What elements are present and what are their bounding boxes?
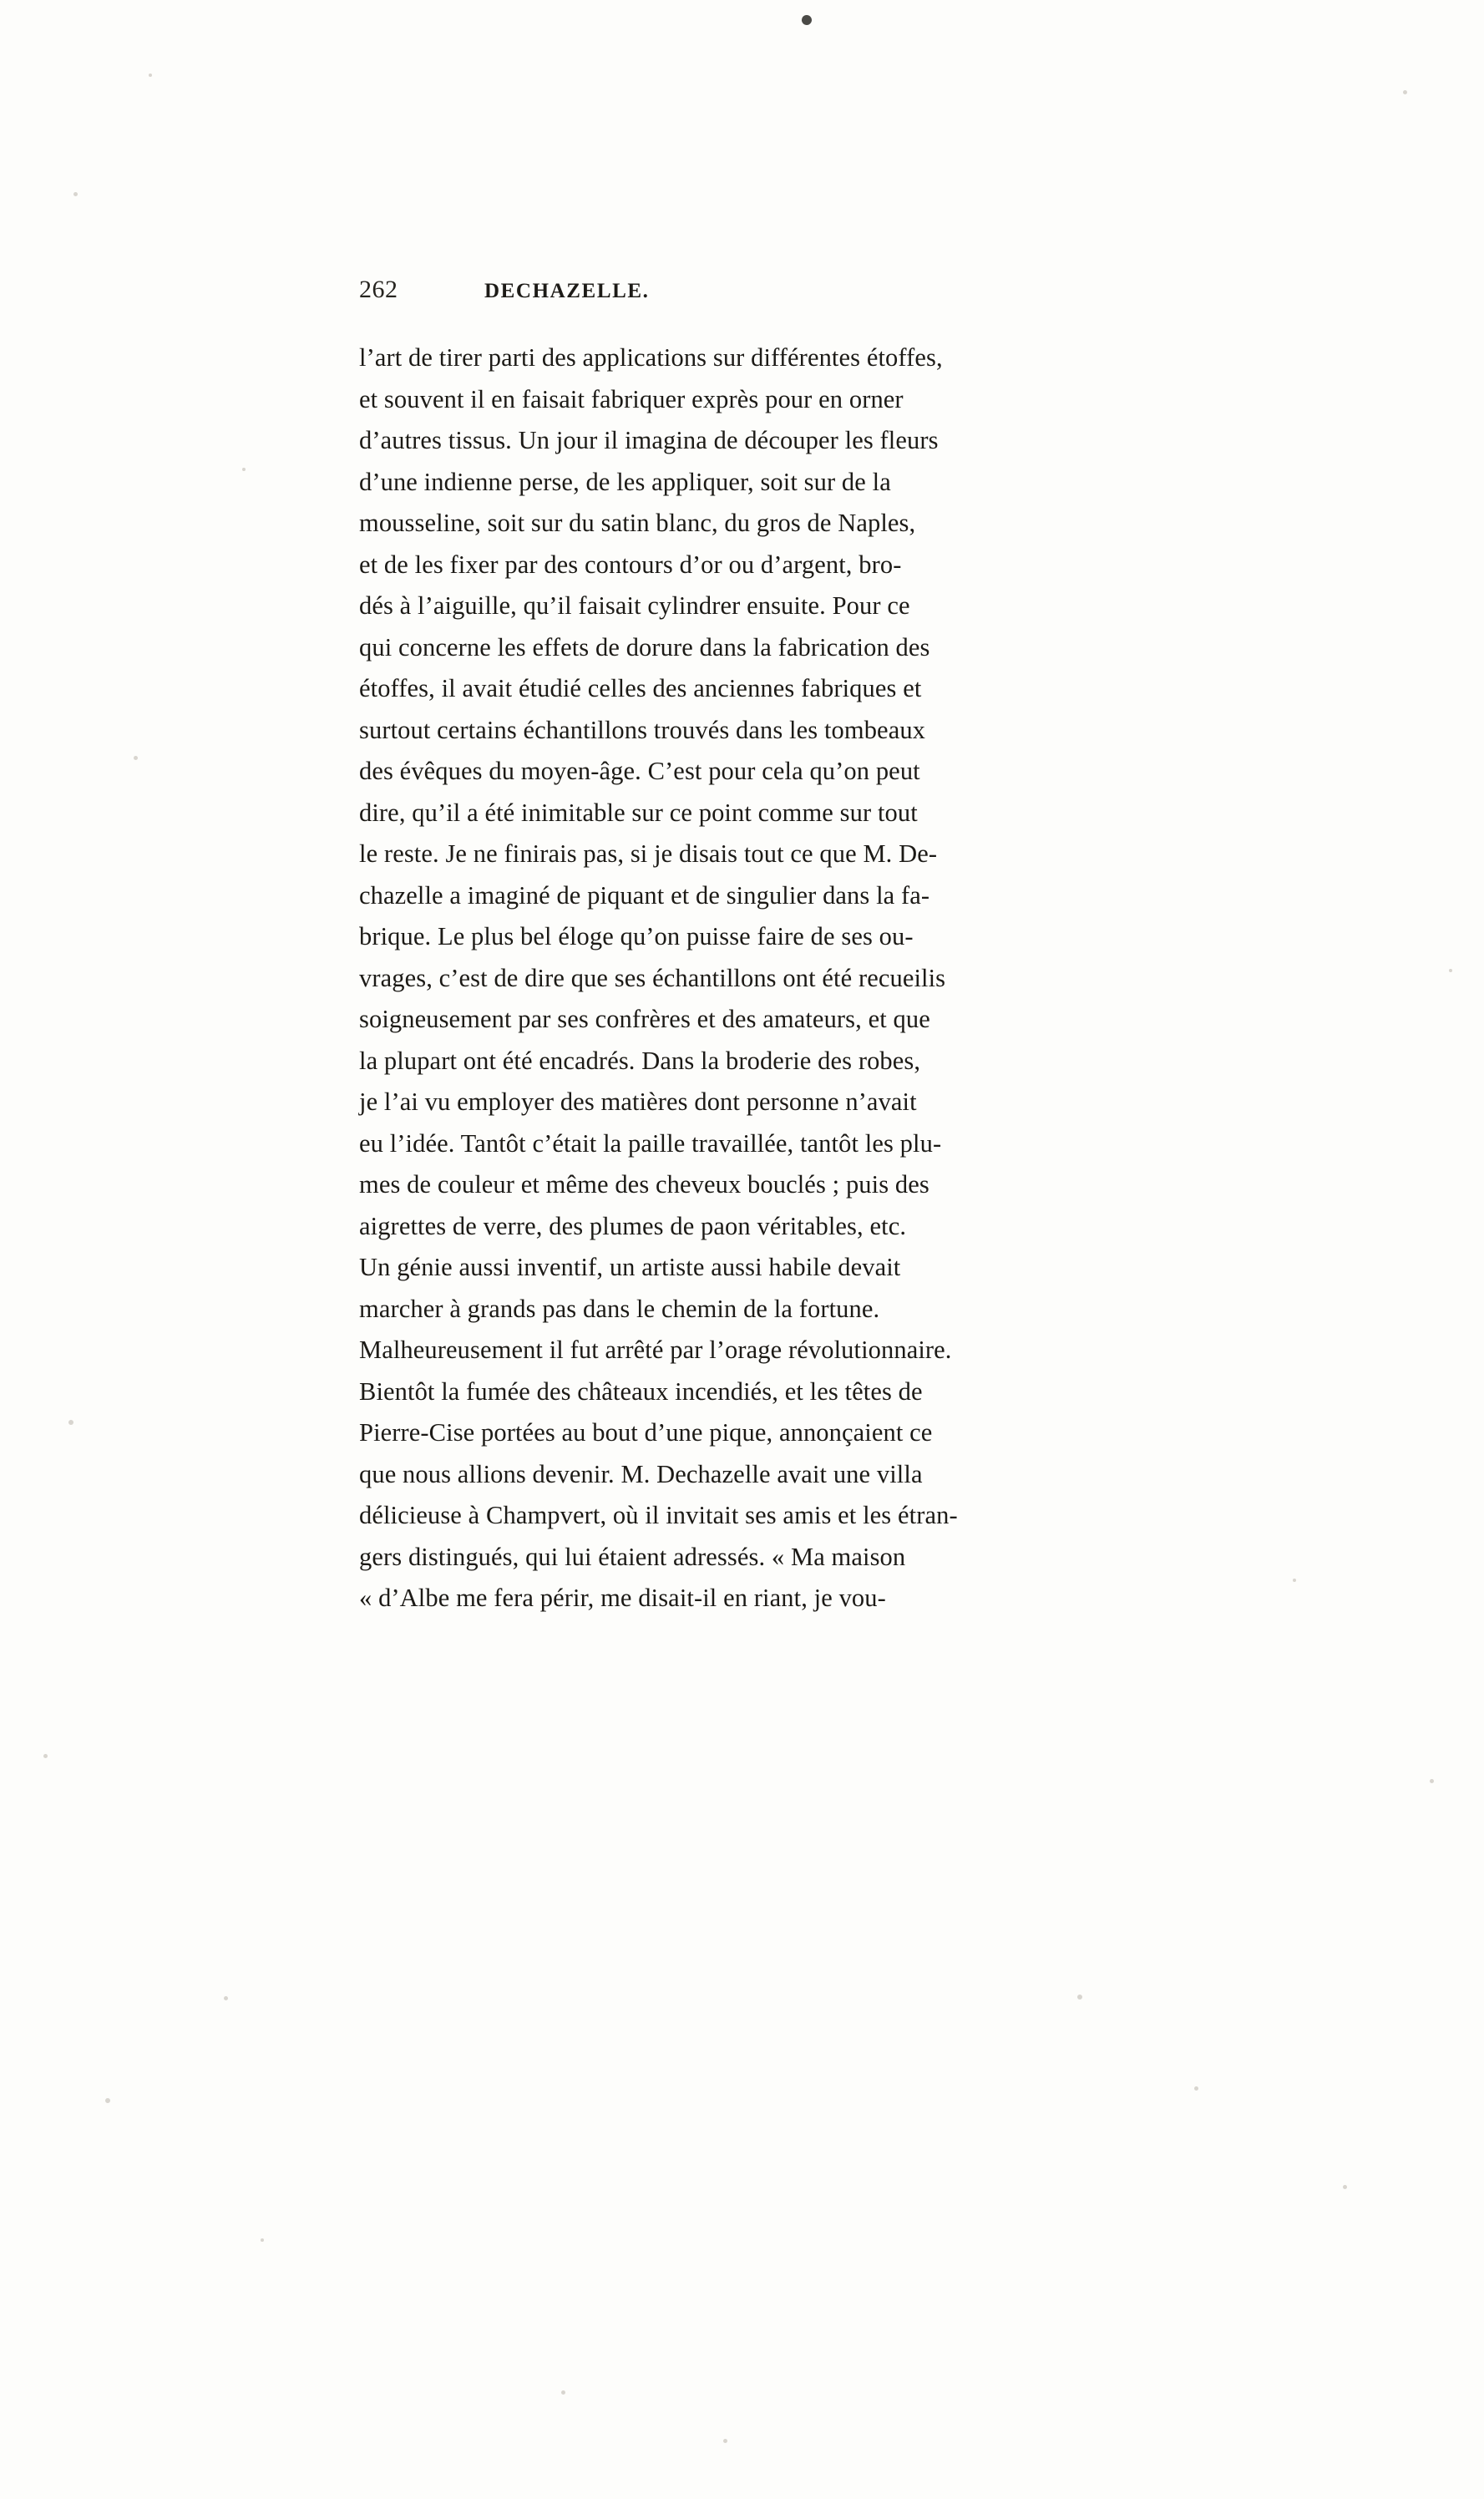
text-line: que nous allions devenir. M. Dechazelle avait une villa <box>359 1459 923 1488</box>
paper-speck <box>68 1420 73 1425</box>
text-line: chazelle a imaginé de piquant et de singulier dans la fa- <box>359 880 930 910</box>
text-line: vrages, c’est de dire que ses échantillons ont été recueilis <box>359 963 946 992</box>
text-line: Malheureusement il fut arrêté par l’orage révolutionnaire. <box>359 1336 952 1364</box>
text-line: et souvent il en faisait fabriquer exprès pour en orner <box>359 384 904 413</box>
page-header <box>359 276 1269 309</box>
paper-speck <box>1293 1579 1296 1582</box>
text-line: mousseline, soit sur du satin blanc, du gros de Naples, <box>359 509 916 537</box>
paper-speck <box>105 2098 110 2103</box>
text-line: d’autres tissus. Un jour il imagina de découper les fleurs <box>359 426 939 454</box>
paper-speck <box>73 192 78 196</box>
text-line: soigneusement par ses confrères et des amateurs, et que <box>359 1005 930 1033</box>
paper-speck <box>149 74 152 77</box>
text-line: gers distingués, qui lui étaient adressés. « Ma maison <box>359 1542 906 1571</box>
text-line: et de les fixer par des contours d’or ou d’argent, bro- <box>359 550 902 579</box>
text-line: Bientôt la fumée des châteaux incendiés, et les têtes de <box>359 1376 923 1406</box>
ink-speck-icon <box>800 13 813 26</box>
text-line: marcher à grands pas dans le chemin de la fortune. <box>359 1294 880 1323</box>
paper-speck <box>1449 969 1452 972</box>
paper-speck <box>561 2390 565 2395</box>
text-line: des évêques du moyen-âge. C’est pour cela qu’on peut <box>359 757 920 785</box>
text-line: mes de couleur et même des cheveux bouclés ; puis des <box>359 1170 929 1199</box>
text-column <box>359 276 1269 1620</box>
paper-speck <box>224 1996 228 2000</box>
paper-speck <box>242 468 246 471</box>
body-paragraph <box>359 337 1269 1620</box>
text-line: la plupart ont été encadrés. Dans la broderie des robes, <box>359 1046 921 1075</box>
paper-speck <box>1343 2185 1347 2189</box>
text-line: brique. Le plus bel éloge qu’on puisse faire de ses ou- <box>359 922 914 950</box>
paper-speck <box>1077 1995 1082 2000</box>
text-line: aigrettes de verre, des plumes de paon véritables, etc. <box>359 1211 907 1240</box>
text-line: dire, qu’il a été inimitable sur ce point comme sur tout <box>359 798 918 827</box>
paper-speck <box>1403 90 1407 94</box>
text-line: le reste. Je ne finirais pas, si je disais tout ce que M. De- <box>359 839 938 868</box>
text-line: surtout certains échantillons trouvés dans les tombeaux <box>359 715 926 744</box>
text-line: « d’Albe me fera périr, me disait-il en riant, je vou- <box>359 1584 886 1612</box>
text-line: Pierre-Cise portées au bout d’une pique, annonçaient ce <box>359 1418 933 1447</box>
paper-speck <box>1194 2086 1198 2091</box>
text-line: délicieuse à Champvert, où il invitait ses amis et les étran- <box>359 1501 958 1529</box>
text-line: qui concerne les effets de dorure dans la fabrication des <box>359 632 930 662</box>
text-line: d’une indienne perse, de les appliquer, soit sur de la <box>359 467 891 496</box>
text-line: eu l’idée. Tantôt c’était la paille travaillée, tantôt les plu- <box>359 1128 942 1158</box>
text-line: étoffes, il avait étudié celles des anciennes fabriques et <box>359 674 922 702</box>
text-line: Un génie aussi inventif, un artiste aussi habile devait <box>359 1253 901 1281</box>
text-line: dés à l’aiguille, qu’il faisait cylindrer ensuite. Pour ce <box>359 591 910 620</box>
text-line: l’art de tirer parti des applications sur différentes étoffes, <box>359 343 943 372</box>
paper-speck <box>1430 1779 1434 1783</box>
page-number: 262 <box>359 276 398 303</box>
paragraph-lines <box>359 337 1269 1620</box>
text-line: je l’ai vu employer des matières dont personne n’avait <box>359 1087 917 1116</box>
running-head: DECHAZELLE. <box>484 280 650 302</box>
paper-speck <box>134 756 138 760</box>
paper-speck <box>261 2238 264 2242</box>
paper-speck <box>43 1754 48 1758</box>
paper-speck <box>723 2439 727 2443</box>
